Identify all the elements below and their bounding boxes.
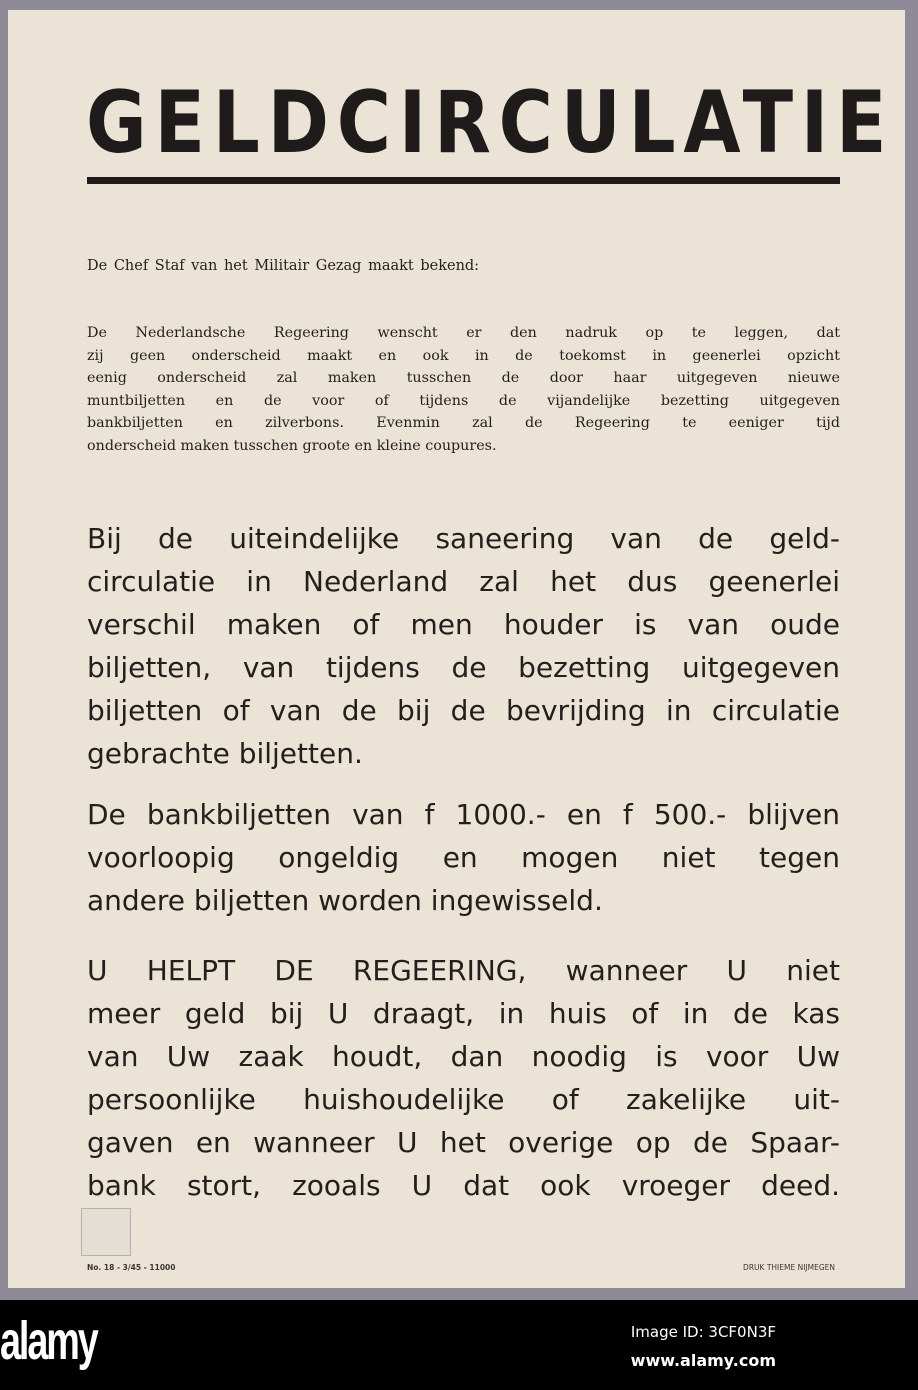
text-line: meer geld bij U draagt, in huis of in de kas xyxy=(87,997,840,1030)
text-line: De bankbiljetten van f 1000.- en f 500.- blijven xyxy=(87,798,840,831)
paragraph-3 xyxy=(87,949,840,1207)
text-line: voorloopig ongeldig en mogen niet tegen xyxy=(87,841,840,874)
text-line: bank stort, zooals U dat ook vroeger deed. xyxy=(87,1169,840,1202)
alamy-logo: alamy xyxy=(0,1311,97,1371)
title-rule xyxy=(87,177,840,184)
text-line: persoonlijke huishoudelijke of zakelijke uit- xyxy=(87,1083,840,1116)
text-line: circulatie in Nederland zal het dus geenerlei xyxy=(87,565,840,598)
paragraph-small xyxy=(87,322,840,458)
print-number: No. 18 - 3/45 - 11000 xyxy=(87,1263,176,1272)
watermark-url: www.alamy.com xyxy=(630,1351,776,1370)
text-line: onderscheid maken tusschen groote en kleine coupures. xyxy=(87,437,497,454)
text-line: muntbiljetten en de voor of tijdens de vijandelijke bezetting uitgegeven xyxy=(87,392,840,409)
text-line: bankbiljetten en zilverbons. Evenmin zal de Regeering te eeniger tijd xyxy=(87,415,840,432)
text-line: van Uw zaak houdt, dan noodig is voor Uw xyxy=(87,1040,840,1073)
poster xyxy=(8,10,905,1288)
printer-credit: DRUK THIEME NIJMEGEN xyxy=(743,1263,835,1272)
text-line: andere biljetten worden ingewisseld. xyxy=(87,884,603,917)
text-line: zij geen onderscheid maakt en ook in de toekomst in geenerlei opzicht xyxy=(87,347,840,364)
text-line: U HELPT DE REGEERING, wanneer U niet xyxy=(87,954,840,987)
text-line: Bij de uiteindelijke saneering van de geld- xyxy=(87,522,840,555)
text-line: biljetten of van de bij de bevrijding in circulatie xyxy=(87,694,840,727)
announcement: De Chef Staf van het Militair Gezag maakt bekend: xyxy=(87,258,480,274)
text-line: De Nederlandsche Regeering wenscht er den nadruk op te leggen, dat xyxy=(87,325,840,341)
poster-title: GELDCIRCULATIE xyxy=(86,73,895,173)
text-line: verschil maken of men houder is van oude xyxy=(87,608,840,641)
text-line: gaven en wanneer U het overige op de Spaar- xyxy=(87,1126,840,1159)
watermark-band xyxy=(0,1300,918,1390)
paragraph-1 xyxy=(87,517,840,775)
paragraph-2 xyxy=(87,793,840,922)
text-line: eenig onderscheid zal maken tusschen de door haar uitgegeven nieuwe xyxy=(87,370,840,387)
text-line: biljetten, van tijdens de bezetting uitgegeven xyxy=(87,651,840,684)
archive-stamp xyxy=(81,1208,131,1256)
image-id: Image ID: 3CF0N3F xyxy=(630,1323,776,1341)
text-line: gebrachte biljetten. xyxy=(87,737,363,770)
